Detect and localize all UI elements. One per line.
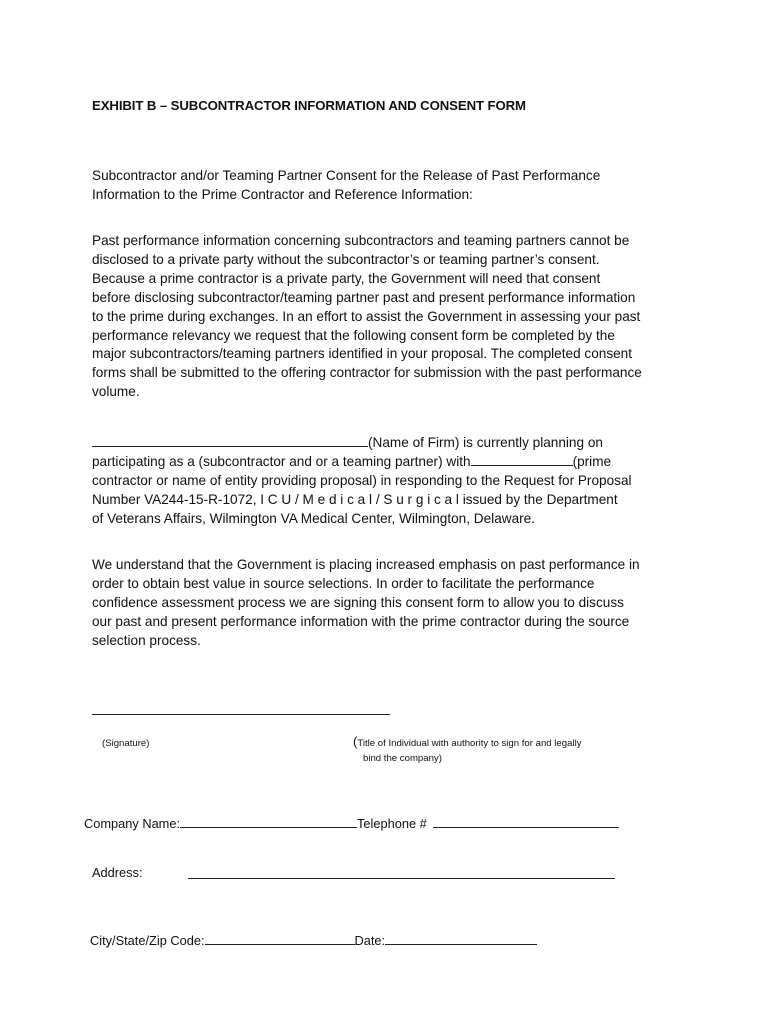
intro-line: Information to the Prime Contractor and Reference Information: [92,186,473,202]
paragraph-line: Number VA244-15-R-1072, I C U / M e d i c a l / S u r g i c a l issued by the Department [92,491,618,507]
intro-line: Subcontractor and/or Teaming Partner Consent for the Release of Past Performance [92,168,601,183]
name-of-firm-text: (Name of Firm) is currently planning on [368,435,603,450]
firm-name-blank[interactable] [92,434,368,447]
company-telephone-row [84,815,619,831]
paragraph-line: order to obtain best value in source selections. In order to facilitate the performance [92,575,595,591]
paragraph-line: performance relevancy we request that the following consent form be completed by the [92,327,615,343]
title-label: Title of Individual with authority to sign for and legally [357,738,582,749]
paragraph-line: disclosed to a private party without the subcontractor’s or teaming partner’s consent. [92,251,600,267]
paragraph-line: volume. [92,384,140,400]
title-label-block [353,733,582,751]
paragraph-line: our past and present performance information with the prime contractor during the source [92,613,630,629]
city-state-zip-field[interactable] [205,932,355,945]
understanding-paragraph [92,556,640,651]
telephone-label: Telephone # [357,816,427,831]
date-field[interactable] [385,932,537,945]
paragraph-line: contractor or name of entity providing proposal) in responding to the Request for Proposal [92,472,632,488]
participating-text: participating as a (subcontractor and or a teaming partner) with [92,453,471,469]
company-name-field[interactable] [180,815,357,828]
paragraph-line: selection process. [92,632,201,648]
paragraph-line: We understand that the Government is placing increased emphasis on past performance in [92,557,640,572]
city-state-zip-label: City/State/Zip Code: [90,933,205,948]
paragraph-line: before disclosing subcontractor/teaming partner past and present performance information [92,289,636,305]
paragraph-line: of Veterans Affairs, Wilmington VA Medical Center, Wilmington, Delaware. [92,510,535,526]
past-performance-paragraph [92,232,642,402]
paragraph-line: major subcontractors/teaming partners identified in your proposal. The completed consent [92,346,633,362]
signature-label: (Signature) [102,738,150,749]
address-field[interactable] [188,878,615,879]
paragraph-line: to the prime during exchanges. In an effort to assist the Government in assessing your past [92,308,641,324]
address-label: Address: [92,865,143,880]
firm-line-1 [92,434,632,453]
signature-line[interactable] [92,714,390,715]
paragraph-line: Because a prime contractor is a private party, the Government will need that consent [92,270,601,286]
title-label-continued: bind the company) [363,753,442,764]
company-name-label: Company Name: [84,816,181,831]
paragraph-line: Past performance information concerning subcontractors and teaming partners cannot be [92,233,630,248]
title-open-paren: ( [353,734,358,749]
date-label: Date: [354,933,386,948]
paragraph-line: confidence assessment process we are signing this consent form to allow you to discuss [92,594,624,610]
firm-paragraph [92,434,632,529]
city-date-row [90,932,537,948]
prime-text: (prime [572,453,612,469]
intro-paragraph [92,167,600,205]
prime-contractor-blank[interactable] [471,453,573,466]
paragraph-line: forms shall be submitted to the offering contractor for submission with the past performance [92,365,642,381]
firm-line-2 [92,453,632,472]
telephone-field[interactable] [433,815,619,828]
form-title: EXHIBIT B – SUBCONTRACTOR INFORMATION AND CONSENT FORM [92,98,526,113]
